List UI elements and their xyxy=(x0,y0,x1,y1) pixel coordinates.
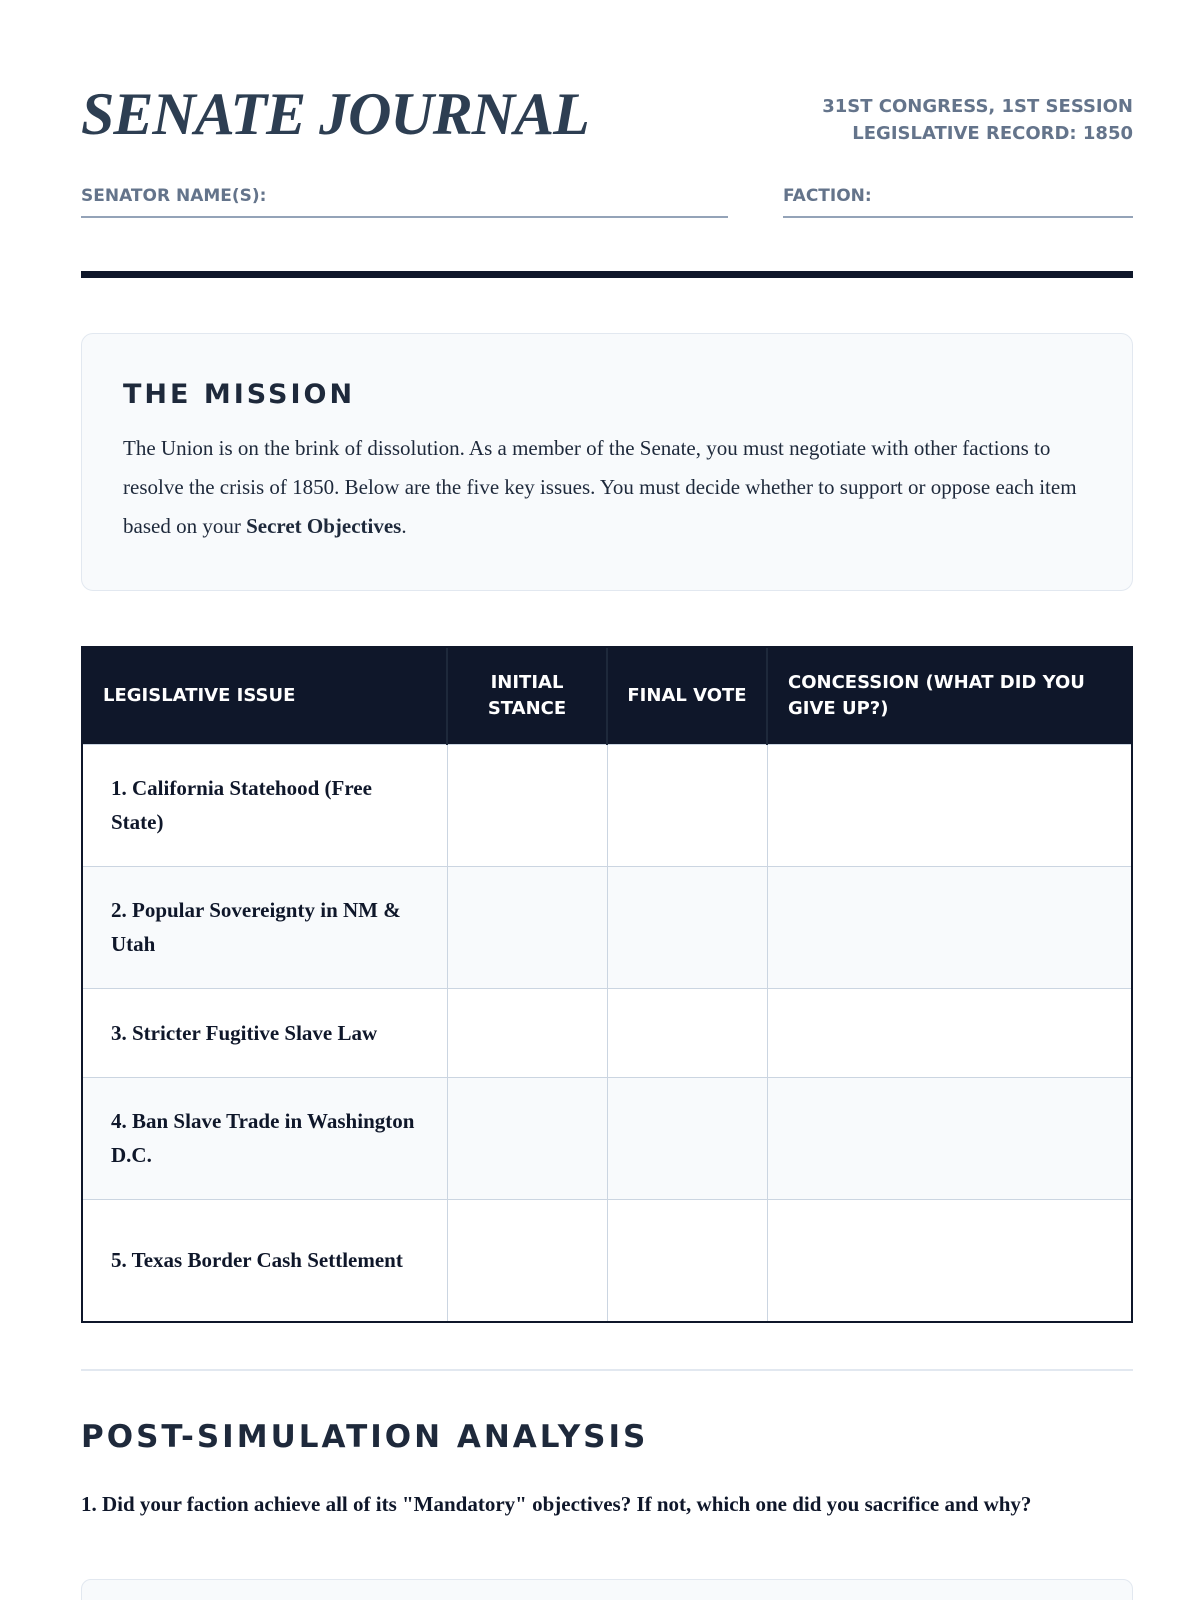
final-vote-cell[interactable] xyxy=(607,1077,767,1199)
issues-table xyxy=(81,646,1133,1323)
initial-stance-cell[interactable] xyxy=(447,744,607,866)
initial-stance-cell[interactable] xyxy=(447,988,607,1077)
table-row xyxy=(83,988,1131,1077)
table-row xyxy=(83,1199,1131,1321)
mission-text-body: The Union is on the brink of dissolution. As a member of the Senate, you must negotiate with other factions to resolve the crisis of 1850. Below are the five key issues. You must decide whether to support or oppose each item based on your xyxy=(123,436,1077,538)
table-row xyxy=(83,1077,1131,1199)
mission-text-end: . xyxy=(401,514,407,538)
column-header-concession: CONCESSION (WHAT DID YOU GIVE UP?) xyxy=(767,648,1131,744)
issue-cell: 3. Stricter Fugitive Slave Law xyxy=(83,988,447,1077)
record-line: LEGISLATIVE RECORD: 1850 xyxy=(852,123,1133,144)
mission-text xyxy=(123,429,1091,546)
secret-objectives-text: Secret Objectives xyxy=(246,514,402,538)
concession-cell[interactable] xyxy=(767,1199,1131,1321)
page-title: SENATE JOURNAL xyxy=(81,81,589,147)
session-info xyxy=(822,93,1133,147)
concession-cell[interactable] xyxy=(767,744,1131,866)
faction-label: FACTION: xyxy=(783,186,872,206)
table-row xyxy=(83,744,1131,866)
issue-cell: 4. Ban Slave Trade in Washington D.C. xyxy=(83,1077,447,1199)
initial-stance-cell[interactable] xyxy=(447,866,607,988)
concession-cell[interactable] xyxy=(767,988,1131,1077)
section-divider xyxy=(81,1369,1133,1371)
answer-box-1[interactable] xyxy=(81,1579,1133,1600)
concession-cell[interactable] xyxy=(767,866,1131,988)
journal-page xyxy=(81,0,1133,1516)
column-header-initial-stance: INITIAL STANCE xyxy=(447,648,607,744)
column-header-issue: LEGISLATIVE ISSUE xyxy=(83,648,447,744)
final-vote-cell[interactable] xyxy=(607,988,767,1077)
header-divider xyxy=(81,271,1133,278)
senator-name-field[interactable] xyxy=(81,180,728,218)
issue-cell: 2. Popular Sovereignty in NM & Utah xyxy=(83,866,447,988)
initial-stance-cell[interactable] xyxy=(447,1199,607,1321)
session-line: 31ST CONGRESS, 1ST SESSION xyxy=(822,96,1133,117)
mission-box xyxy=(81,333,1133,591)
mission-heading: THE MISSION xyxy=(123,379,356,410)
initial-stance-cell[interactable] xyxy=(447,1077,607,1199)
issue-cell: 1. California Statehood (Free State) xyxy=(83,744,447,866)
analysis-question-1: 1. Did your faction achieve all of its "Mandatory" objectives? If not, which one did you sacrifice and why? xyxy=(81,1492,1032,1516)
faction-field[interactable] xyxy=(783,180,1133,218)
page-header xyxy=(81,0,1133,150)
senator-name-label: SENATOR NAME(S): xyxy=(81,186,267,206)
column-header-final-vote: FINAL VOTE xyxy=(607,648,767,744)
final-vote-cell[interactable] xyxy=(607,866,767,988)
analysis-heading: POST-SIMULATION ANALYSIS xyxy=(81,1419,649,1455)
final-vote-cell[interactable] xyxy=(607,1199,767,1321)
table-header-row xyxy=(83,648,1131,744)
final-vote-cell[interactable] xyxy=(607,744,767,866)
issue-cell: 5. Texas Border Cash Settlement xyxy=(83,1199,447,1321)
table-row xyxy=(83,866,1131,988)
concession-cell[interactable] xyxy=(767,1077,1131,1199)
